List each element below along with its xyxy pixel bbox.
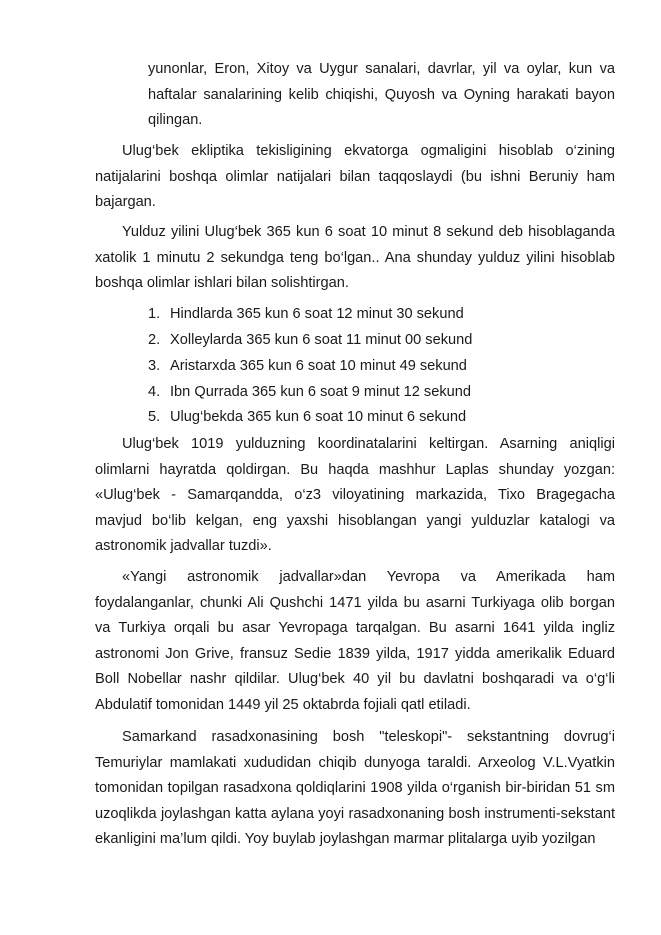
paragraph-ecliptic: Ulug‘bek ekliptika tekisligining ekvatorga ogmaligini hisoblab o‘zining natijalarini boshqa olimlar natijalari bilan taqqoslaydi (bu ishni Beruniy ham bajargan. — [95, 143, 615, 210]
paragraph-star-catalog: Ulug‘bek 1019 yulduzning koordinatalarini keltirgan. Asarning aniqligi olimlarni hayratda qoldirgan. Bu haqda mashhur Laplas shunday yozgan: «Ulug‘bek - Samarqandda, o‘z3 viloyatining markazida, Tixo Bragegacha mavjud bo‘lib kelgan, eng yaxshi hisoblangan yangi yulduzlar katalogi va astronomik jadvallar tuzdi». — [95, 436, 615, 554]
list-item: 5. Ulug‘bekda 365 kun 6 soat 10 minut 6 sekund — [148, 409, 467, 425]
list-item: 1. Hindlarda 365 kun 6 soat 12 minut 30 sekund — [148, 306, 464, 322]
paragraph-star-year: Yulduz yilini Ulug‘bek 365 kun 6 soat 10 minut 8 sekund deb hisoblaganda xatolik 1 minutu 2 sekundga teng bo‘lgan.. Ana shunday yulduz yilini hisoblab boshqa olimlar ishlari bilan solishtirgan. — [95, 224, 615, 291]
list-item: 3. Aristarxda 365 kun 6 soat 10 minut 49 sekund — [148, 358, 467, 374]
paragraph-sextant: Samarkand rasadxonasining bosh "teleskopi"- sekstantning dovrug‘i Temuriylar mamlakati xududidan chiqib dunyoga taraldi. Arxeolog V.L.Vyatkin tomonidan topilgan rasadxona qoldiqlarini 1908 yilda o‘rganish bir-biridan 51 sm uzoqlikda joylashgan katta aylana yoyi rasadxonaning bosh instrumenti-sekstant ekanligini ma’lum qildi. Yoy buylab joylashgan marmar plitalarga uyib yozilgan — [95, 729, 615, 847]
list-item: 4. Ibn Qurrada 365 kun 6 soat 9 minut 12 sekund — [148, 384, 471, 400]
list-item: 2. Xolleylarda 365 kun 6 soat 11 minut 00 sekund — [148, 332, 473, 348]
paragraph-astronomical-tables: «Yangi astronomik jadvallar»dan Yevropa va Amerikada ham foydalanganlar, chunki Ali Qushchi 1471 yilda bu asarni Turkiyaga olib borgan va Turkiya orqali bu asar Yevropaga tarqalgan. Bu asarni 1641 yilda ingliz astronomi Jon Grive, fransuz Sedie 1839 yilda, 1917 yidda amerikalik Eduard Boll Nobellar nashr qildilar. Ulug‘bek 40 yil bu davlatni boshqaradi va o‘g‘li Abdulatif tomonidan 1449 yil 25 oktabrda fojiali qatl etiladi. — [95, 569, 615, 713]
paragraph-intro-continuation: yunonlar, Eron, Xitoy va Uygur sanalari, davrlar, yil va oylar, kun va haftalar sanalarining kelib chiqishi, Quyosh va Oyning harakati bayon qilingan. — [148, 61, 615, 128]
